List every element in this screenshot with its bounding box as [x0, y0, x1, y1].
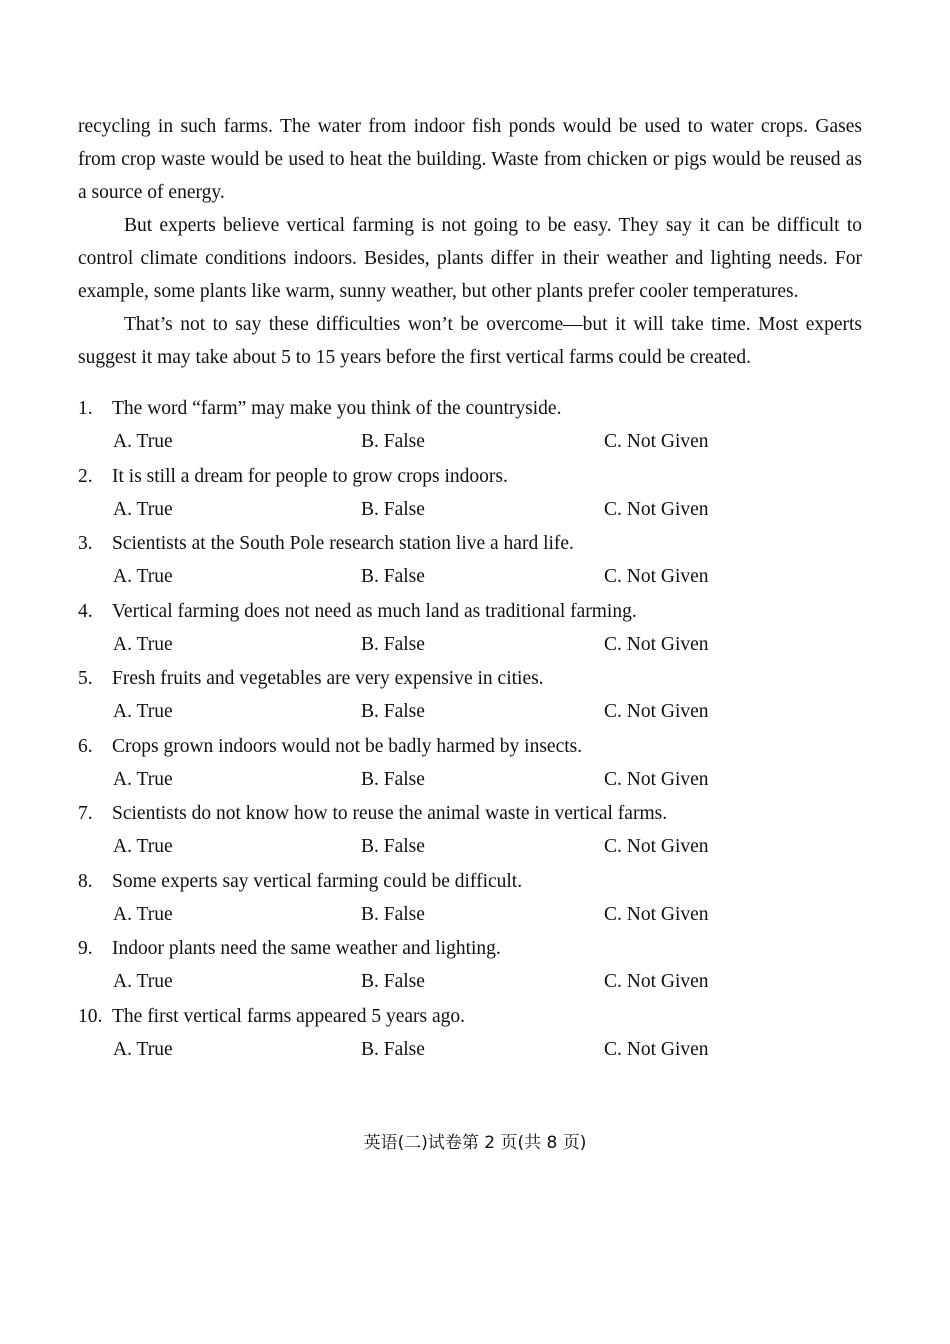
option-false[interactable]: B. False: [361, 903, 425, 925]
question-number: 7.: [78, 803, 93, 824]
question-number: 5.: [78, 668, 93, 689]
option-not-given[interactable]: C. Not Given: [604, 836, 709, 857]
option-not-given[interactable]: C. Not Given: [604, 903, 709, 925]
question-number: 2.: [78, 465, 93, 487]
question-text: Crops grown indoors would not be badly harmed by insects.: [112, 735, 583, 757]
option-true[interactable]: A. True: [113, 1038, 173, 1060]
exam-page: [78, 110, 862, 1067]
question-4: [78, 595, 862, 663]
question-6: [78, 730, 862, 798]
question-2: [78, 460, 862, 528]
option-false[interactable]: B. False: [361, 431, 425, 452]
option-false[interactable]: B. False: [361, 768, 425, 790]
question-7: [78, 797, 862, 865]
option-false[interactable]: B. False: [361, 633, 425, 655]
option-true[interactable]: A. True: [113, 768, 173, 790]
option-true[interactable]: A. True: [113, 498, 173, 520]
question-9: [78, 932, 862, 1000]
question-5: [78, 662, 862, 730]
option-not-given[interactable]: C. Not Given: [604, 431, 709, 452]
option-true[interactable]: A. True: [113, 903, 173, 925]
option-not-given[interactable]: C. Not Given: [604, 1038, 709, 1060]
page-footer: 英语(二)试卷第 2 页(共 8 页): [363, 1133, 587, 1153]
question-1: [78, 392, 862, 460]
question-10: [78, 1000, 862, 1068]
question-text: Fresh fruits and vegetables are very expensive in cities.: [112, 668, 544, 689]
question-text: Vertical farming does not need as much land as traditional farming.: [112, 600, 637, 622]
option-false[interactable]: B. False: [361, 836, 425, 857]
question-number: 4.: [78, 600, 93, 622]
option-true[interactable]: A. True: [113, 431, 173, 452]
option-true[interactable]: A. True: [113, 836, 173, 857]
reading-passage: [78, 110, 862, 374]
question-text: Scientists at the South Pole research station live a hard life.: [112, 533, 574, 554]
question-text: It is still a dream for people to grow crops indoors.: [112, 465, 508, 487]
option-not-given[interactable]: C. Not Given: [604, 701, 709, 722]
option-false[interactable]: B. False: [361, 1038, 425, 1060]
question-8: [78, 865, 862, 933]
option-false[interactable]: B. False: [361, 701, 425, 722]
passage-paragraph-2: But experts believe vertical farming is not going to be easy. They say it can be difficult to control climate conditions indoors. Besides, plants differ in their weather and lighting needs. For example, some plants like warm, sunny weather, but other plants prefer cooler temperatures.: [78, 215, 862, 302]
option-not-given[interactable]: C. Not Given: [604, 498, 709, 520]
question-number: 9.: [78, 938, 93, 959]
option-not-given[interactable]: C. Not Given: [604, 633, 709, 655]
question-text: The word “farm” may make you think of the countryside.: [112, 398, 562, 419]
question-number: 1.: [78, 398, 93, 419]
option-not-given[interactable]: C. Not Given: [604, 971, 709, 992]
option-true[interactable]: A. True: [113, 633, 173, 655]
question-number: 3.: [78, 533, 93, 554]
question-text: The first vertical farms appeared 5 years ago.: [112, 1005, 465, 1027]
option-true[interactable]: A. True: [113, 971, 173, 992]
question-text: Indoor plants need the same weather and lighting.: [112, 938, 501, 959]
option-not-given[interactable]: C. Not Given: [604, 768, 709, 790]
question-3: [78, 527, 862, 595]
question-list: [78, 392, 862, 1067]
passage-paragraph-1: recycling in such farms. The water from indoor fish ponds would be used to water crops. Gases from crop waste would be used to heat the building. Waste from chicken or pigs would be reused as a source of energy.: [78, 116, 862, 203]
question-number: 8.: [78, 870, 93, 892]
option-false[interactable]: B. False: [361, 971, 425, 992]
passage-paragraph-3: That’s not to say these difficulties won’t be overcome—but it will take time. Most experts suggest it may take about 5 to 15 years before the first vertical farms could be created.: [78, 314, 862, 368]
question-text: Some experts say vertical farming could be difficult.: [112, 870, 523, 892]
option-true[interactable]: A. True: [113, 701, 173, 722]
option-true[interactable]: A. True: [113, 566, 173, 587]
question-number: 10.: [78, 1005, 103, 1027]
question-number: 6.: [78, 735, 93, 757]
option-not-given[interactable]: C. Not Given: [604, 566, 709, 587]
question-text: Scientists do not know how to reuse the animal waste in vertical farms.: [112, 803, 668, 824]
option-false[interactable]: B. False: [361, 566, 425, 587]
option-false[interactable]: B. False: [361, 498, 425, 520]
